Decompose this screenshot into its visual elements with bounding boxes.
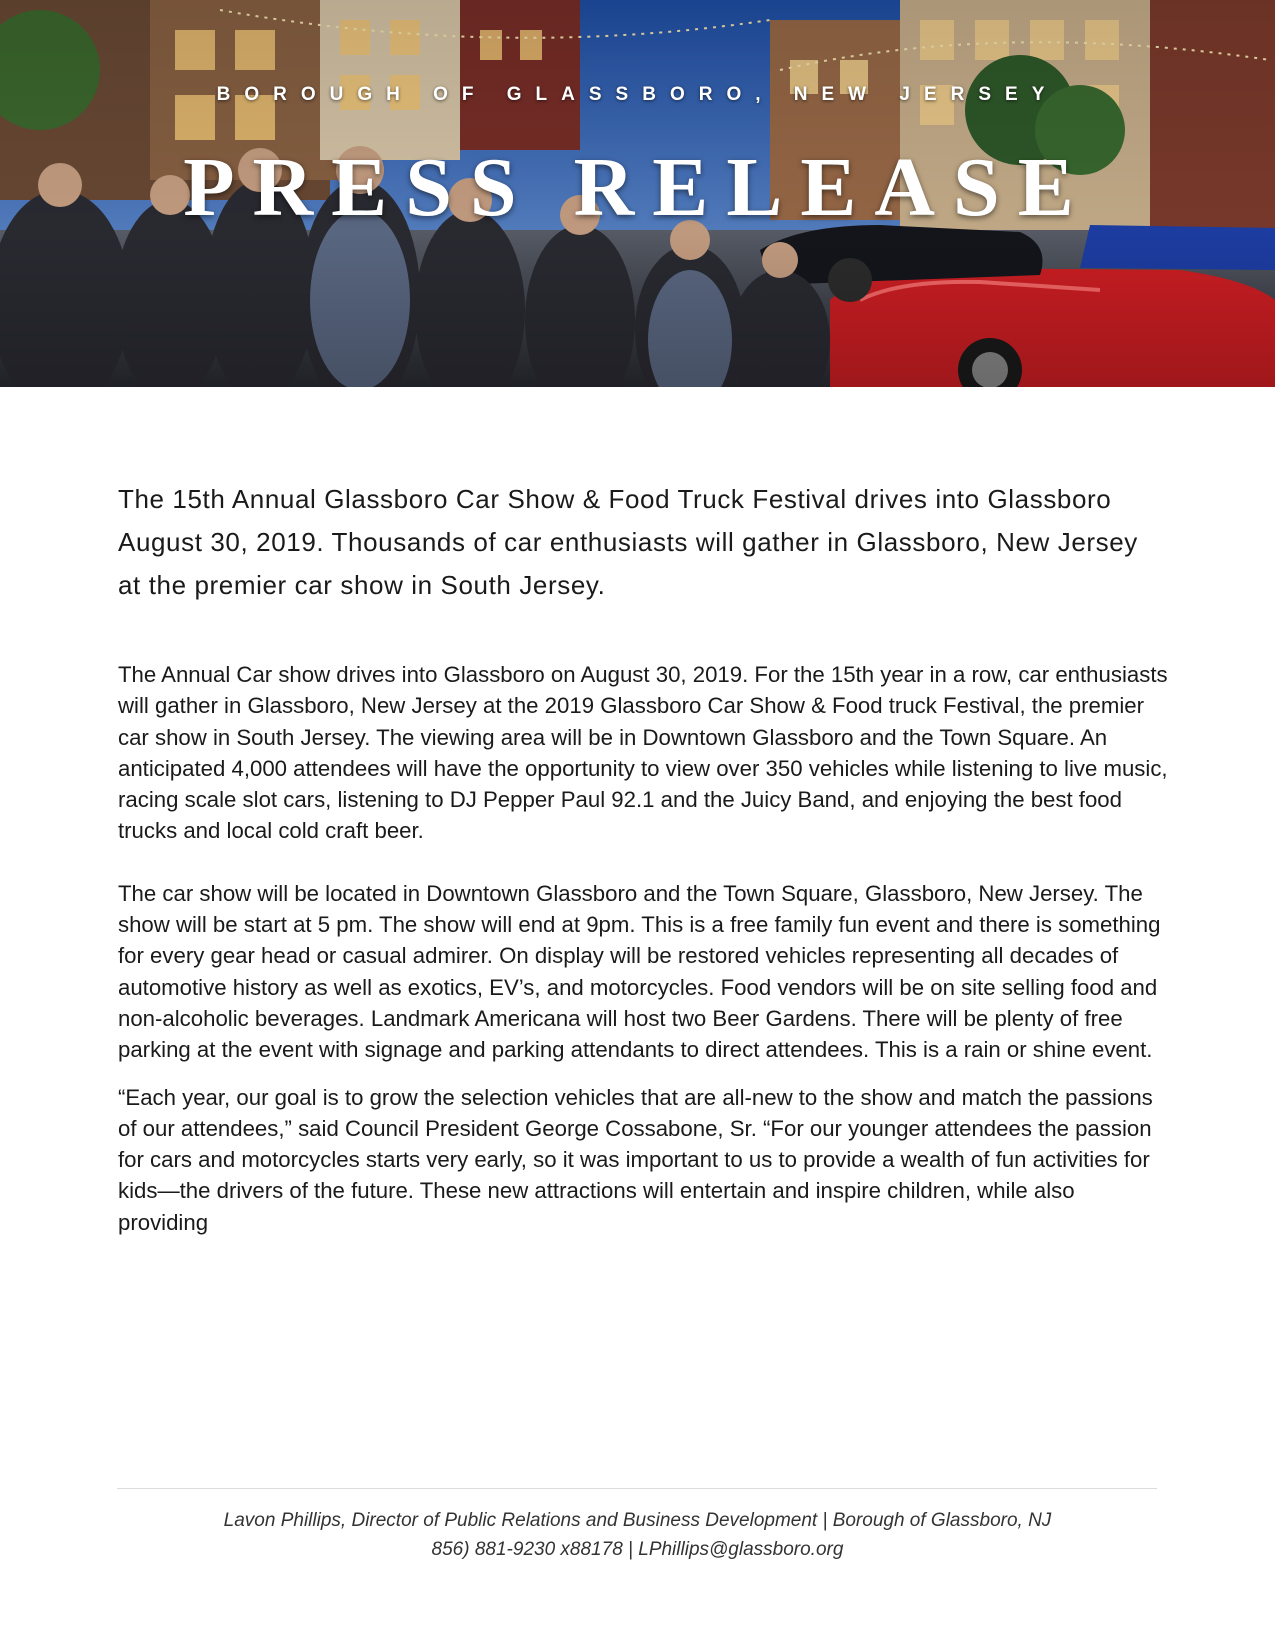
footer-contact-name: Lavon Phillips, Director of Public Relations and Business Development | Borough of Glassboro, NJ <box>223 1510 1052 1531</box>
quote-paragraph: “Each year, our goal is to grow the selection vehicles that are all-new to the show and match the passions of our attendees,” said Council President George Cossabone, Sr. “For our younger attendees the passion for cars and motorcycles starts very early, so it was important to us to provide a wealth of fun activities for kids—the drivers of the future. These new attractions will entertain and inspire children, while also providing <box>118 1084 1153 1235</box>
hero-subtitle: BOROUGH OF GLASSBORO, NEW JERSEY <box>216 84 1059 105</box>
footer-divider <box>117 1488 1157 1489</box>
contact-footer <box>0 1506 1275 1564</box>
footer-contact-info: 856) 881-9230 x88178 | LPhillips@glassboro.org <box>431 1539 844 1560</box>
press-release-body <box>118 478 1168 1238</box>
body-paragraph: The car show will be located in Downtown Glassboro and the Town Square, Glassboro, New Jersey. The show will be start at 5 pm. The show will end at 9pm. This is a free family fun event and there is something for every gear head or casual admirer. On display will be restored vehicles representing all decades of automotive history as well as exotics, EV’s, and motorcycles. Food vendors will be on site selling food and non-alcoholic beverages. Landmark Americana will host two Beer Gardens. There will be plenty of free parking at the event with signage and parking attendants to direct attendees. This is a rain or shine event. <box>118 880 1161 1063</box>
lead-paragraph: The 15th Annual Glassboro Car Show & Food Truck Festival drives into Glassboro August 30, 2019. Thousands of car enthusiasts will gather in Glassboro, New Jersey at the premier car show in South Jersey. <box>118 484 1138 600</box>
page-title: PRESS RELEASE <box>183 141 1092 234</box>
hero-banner <box>0 0 1275 387</box>
body-paragraph: The Annual Car show drives into Glassboro on August 30, 2019. For the 15th year in a row, car enthusiasts will gather in Glassboro, New Jersey at the 2019 Glassboro Car Show & Food truck Festival, the premier car show in South Jersey. The viewing area will be in Downtown Glassboro and the Town Square. An anticipated 4,000 attendees will have the opportunity to view over 350 vehicles while listening to live music, racing scale slot cars, listening to DJ Pepper Paul 92.1 and the Juicy Band, and enjoying the best food trucks and local cold craft beer. <box>118 662 1168 844</box>
